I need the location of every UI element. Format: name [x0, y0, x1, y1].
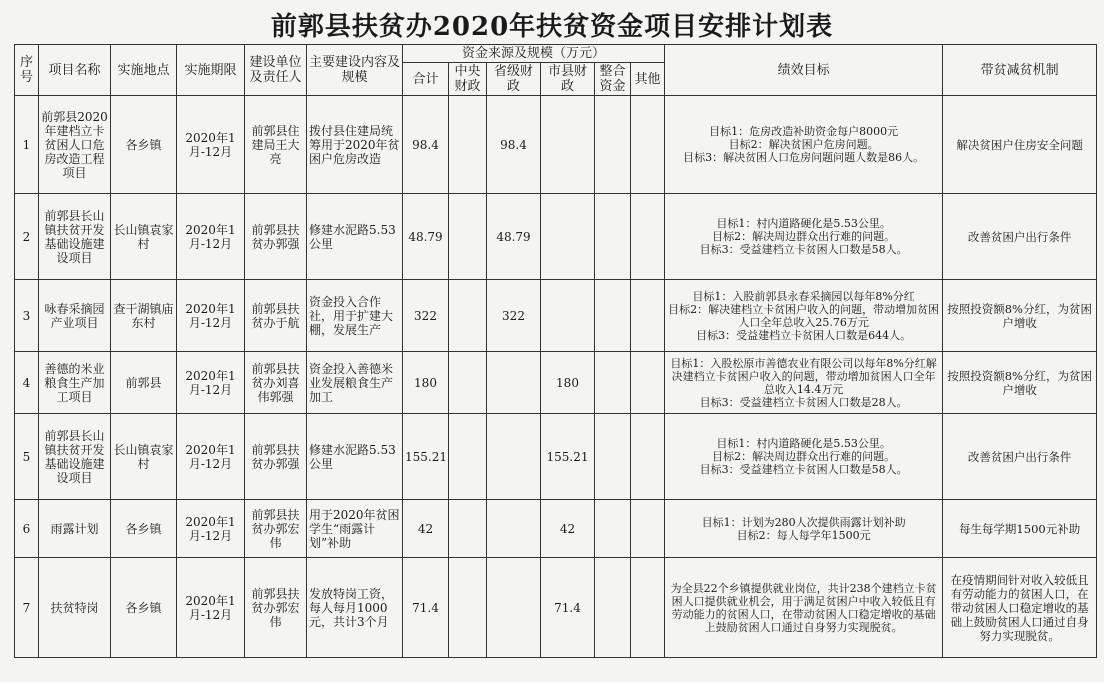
table-row [15, 558, 1097, 658]
cell-name: 前郭县2020年建档立卡贫困人口危房改造工程项目 [39, 96, 111, 194]
cell-location: 前郭县 [111, 352, 177, 414]
header-central: 中央财政 [449, 63, 487, 96]
header-fund-group: 资金来源及规模（万元） [403, 45, 665, 63]
cell-central [449, 280, 487, 352]
cell-unit: 前郭县扶贫办郭宏伟 [245, 500, 307, 558]
header-performance: 绩效目标 [665, 45, 943, 96]
cell-name: 雨露计划 [39, 500, 111, 558]
cell-content: 修建水泥路5.53公里 [307, 194, 403, 280]
cell-seq: 3 [15, 280, 39, 352]
cell-integrated [595, 194, 631, 280]
table-row [15, 280, 1097, 352]
cell-other [631, 500, 665, 558]
cell-mechanism: 在疫情期间针对收入较低且有劳动能力的贫困人口，在带动贫困人口稳定增收的基础上鼓励贫困人口通过自身努力实现脱贫。 [943, 558, 1097, 658]
header-integrated: 整合资金 [595, 63, 631, 96]
cell-mechanism: 解决贫困户住房安全问题 [943, 96, 1097, 194]
cell-mechanism: 按照投资额8%分红，为贫困户增收 [943, 352, 1097, 414]
cell-provincial [487, 500, 541, 558]
cell-unit: 前郭县扶贫办郭强 [245, 414, 307, 500]
header-city: 市县财政 [541, 63, 595, 96]
table-row [15, 352, 1097, 414]
cell-other [631, 558, 665, 658]
cell-total: 180 [403, 352, 449, 414]
cell-performance: 目标1：村内道路硬化是5.53公里。 目标2：解决周边群众出行难的问题。 目标3：受益建档立卡贫困人口数是58人。 [665, 194, 943, 280]
cell-performance: 目标1：村内道路硬化是5.53公里。 目标2：解决周边群众出行难的问题。 目标3：受益建档立卡贫困人口数是58人。 [665, 414, 943, 500]
cell-other [631, 96, 665, 194]
cell-performance: 目标1：危房改造补助资金每户8000元 目标2：解决贫困户危房问题。 目标3：解决贫困人口危房问题问题人数是86人。 [665, 96, 943, 194]
cell-unit: 前郭县扶贫办于航 [245, 280, 307, 352]
table-row [15, 500, 1097, 558]
cell-period: 2020年1月-12月 [177, 558, 245, 658]
cell-location: 长山镇袁家村 [111, 414, 177, 500]
cell-seq: 2 [15, 194, 39, 280]
cell-unit: 前郭县扶贫办郭宏伟 [245, 558, 307, 658]
header-mechanism: 带贫减贫机制 [943, 45, 1097, 96]
cell-integrated [595, 96, 631, 194]
cell-name: 前郭县长山镇扶贫开发基础设施建设项目 [39, 194, 111, 280]
cell-other [631, 280, 665, 352]
cell-content: 用于2020年贫困学生“雨露计划”补助 [307, 500, 403, 558]
header-name: 项目名称 [39, 45, 111, 96]
cell-integrated [595, 280, 631, 352]
cell-city [541, 194, 595, 280]
cell-location: 各乡镇 [111, 500, 177, 558]
cell-provincial: 48.79 [487, 194, 541, 280]
fund-plan-table [14, 44, 1097, 658]
cell-other [631, 194, 665, 280]
cell-seq: 4 [15, 352, 39, 414]
header-other: 其他 [631, 63, 665, 96]
cell-mechanism: 按照投资额8%分红，为贫困户增收 [943, 280, 1097, 352]
cell-provincial [487, 414, 541, 500]
cell-mechanism: 改善贫困户出行条件 [943, 414, 1097, 500]
cell-provincial [487, 558, 541, 658]
cell-period: 2020年1月-12月 [177, 194, 245, 280]
cell-content: 拨付县住建局统筹用于2020年贫困户危房改造 [307, 96, 403, 194]
cell-total: 42 [403, 500, 449, 558]
cell-city: 180 [541, 352, 595, 414]
cell-unit: 前郭县扶贫办郭强 [245, 194, 307, 280]
cell-unit: 前郭县扶贫办刘喜伟郭强 [245, 352, 307, 414]
cell-period: 2020年1月-12月 [177, 500, 245, 558]
cell-seq: 6 [15, 500, 39, 558]
cell-city: 71.4 [541, 558, 595, 658]
cell-provincial [487, 352, 541, 414]
header-content: 主要建设内容及规模 [307, 45, 403, 96]
cell-total: 155.21 [403, 414, 449, 500]
cell-central [449, 500, 487, 558]
cell-mechanism: 每生每学期1500元补助 [943, 500, 1097, 558]
cell-location: 查干湖镇庙东村 [111, 280, 177, 352]
cell-integrated [595, 558, 631, 658]
cell-performance: 为全县22个乡镇提供就业岗位，共计238个建档立卡贫困人口提供就业机会，用于满足贫困户中收入较低且有劳动能力的贫困人口，在带动贫困人口稳定增收的基础上鼓励贫困人口通过自身努力实现脱贫。 [665, 558, 943, 658]
cell-name: 扶贫特岗 [39, 558, 111, 658]
cell-location: 各乡镇 [111, 558, 177, 658]
header-location: 实施地点 [111, 45, 177, 96]
cell-central [449, 414, 487, 500]
header-provincial: 省级财政 [487, 63, 541, 96]
cell-mechanism: 改善贫困户出行条件 [943, 194, 1097, 280]
cell-city [541, 280, 595, 352]
cell-content: 发放特岗工资，每人每月1000元，共计3个月 [307, 558, 403, 658]
cell-location: 长山镇袁家村 [111, 194, 177, 280]
table-row [15, 96, 1097, 194]
cell-location: 各乡镇 [111, 96, 177, 194]
table-row [15, 194, 1097, 280]
cell-period: 2020年1月-12月 [177, 280, 245, 352]
cell-seq: 1 [15, 96, 39, 194]
cell-content: 修建水泥路5.53公里 [307, 414, 403, 500]
cell-total: 322 [403, 280, 449, 352]
cell-performance: 目标1：计划为280人次提供雨露计划补助 目标2：每人每学年1500元 [665, 500, 943, 558]
cell-total: 48.79 [403, 194, 449, 280]
cell-period: 2020年1月-12月 [177, 352, 245, 414]
cell-performance: 目标1：入股松原市善德农业有限公司以每年8%分红解决建档立卡贫困户收入的问题，带动增加贫困人口全年总收入14.4万元 目标3：受益建档立卡贫困人口数是28人。 [665, 352, 943, 414]
cell-period: 2020年1月-12月 [177, 414, 245, 500]
cell-city [541, 96, 595, 194]
cell-central [449, 352, 487, 414]
cell-central [449, 558, 487, 658]
cell-period: 2020年1月-12月 [177, 96, 245, 194]
header-total: 合计 [403, 63, 449, 96]
cell-unit: 前郭县住建局王大亮 [245, 96, 307, 194]
cell-central [449, 194, 487, 280]
cell-city: 155.21 [541, 414, 595, 500]
cell-integrated [595, 500, 631, 558]
cell-name: 善德的米业粮食生产加工项目 [39, 352, 111, 414]
cell-other [631, 352, 665, 414]
cell-provincial: 98.4 [487, 96, 541, 194]
page-title: 前郭县扶贫办2020年扶贫资金项目安排计划表 [270, 12, 834, 42]
header-unit: 建设单位及责任人 [245, 45, 307, 96]
cell-total: 71.4 [403, 558, 449, 658]
cell-name: 咏春采摘园产业项目 [39, 280, 111, 352]
cell-provincial: 322 [487, 280, 541, 352]
header-period: 实施期限 [177, 45, 245, 96]
cell-performance: 目标1：入股前郭县永春采摘园以每年8%分红 目标2：解决建档立卡贫困户收入的问题，带动增加贫困人口全年总收入25.76万元 目标3：受益建档立卡贫困人口数是644人。 [665, 280, 943, 352]
cell-integrated [595, 414, 631, 500]
cell-city: 42 [541, 500, 595, 558]
cell-seq: 7 [15, 558, 39, 658]
cell-other [631, 414, 665, 500]
cell-content: 资金投入善德米业发展粮食生产加工 [307, 352, 403, 414]
cell-seq: 5 [15, 414, 39, 500]
cell-central [449, 96, 487, 194]
cell-total: 98.4 [403, 96, 449, 194]
header-seq: 序号 [15, 45, 39, 96]
cell-name: 前郭县长山镇扶贫开发基础设施建设项目 [39, 414, 111, 500]
cell-content: 资金投入合作社，用于扩建大棚，发展生产 [307, 280, 403, 352]
table-row [15, 414, 1097, 500]
cell-integrated [595, 352, 631, 414]
